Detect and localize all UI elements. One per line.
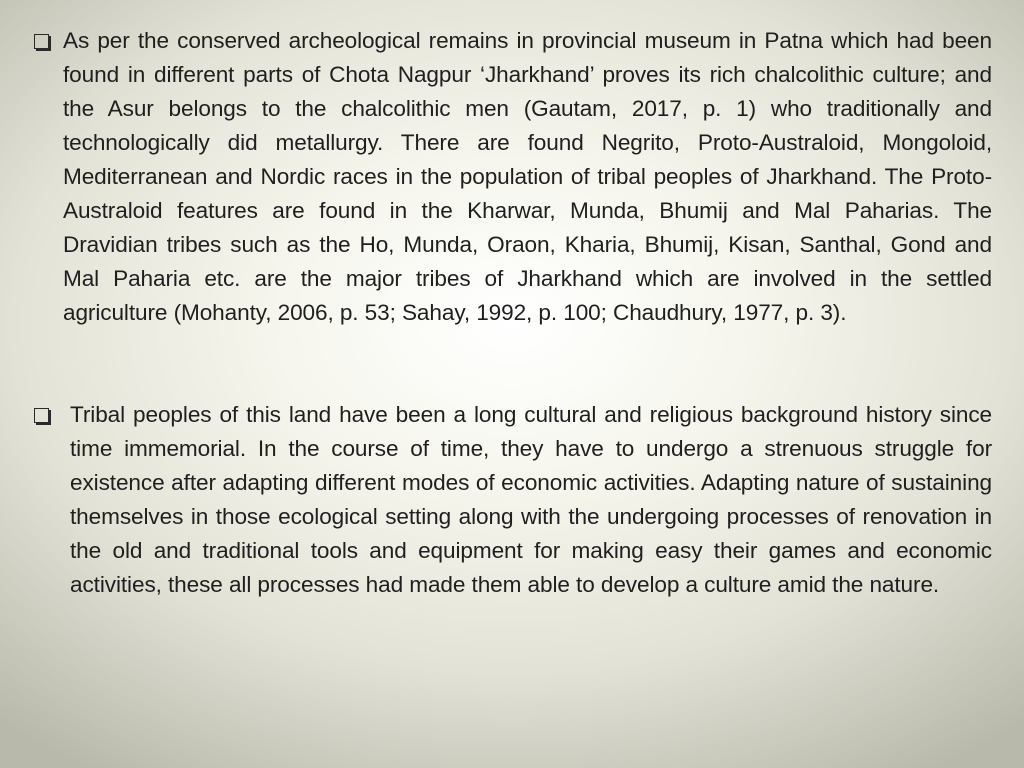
bullet-text-2: Tribal peoples of this land have been a long cultural and religious background history since time immemorial. In the course of time, they have to undergo a strenuous struggle for existence after adapting different modes of economic activities. Adapting nature of sustaining themselves in those ecological setting along with the undergoing processes of renovation in the old and traditional tools and equipment for making easy their games and economic activities, these all processes had made them able to develop a culture amid the nature. — [70, 402, 992, 597]
checkbox-bullet-icon — [34, 34, 49, 49]
bullet-item-1 — [34, 24, 992, 330]
checkbox-bullet-icon — [34, 408, 49, 423]
bullet-text-1: As per the conserved archeological remains in provincial museum in Patna which had been found in different parts of Chota Nagpur ‘Jharkhand’ proves its rich chalcolithic culture; and the Asur belongs to the chalcolithic men (Gautam, 2017, p. 1) who traditionally and technologically did metallurgy. There are found Negrito, Proto-Australoid, Mongoloid, Mediterranean and Nordic races in the population of tribal peoples of Jharkhand. The Proto-Australoid features are found in the Kharwar, Munda, Bhumij and Mal Paharias. The Dravidian tribes such as the Ho, Munda, Oraon, Kharia, Bhumij, Kisan, Santhal, Gond and Mal Paharia etc. are the major tribes of Jharkhand which are involved in the settled agriculture (Mohanty, 2006, p. 53; Sahay, 1992, p. 100; Chaudhury, 1977, p. 3). — [63, 28, 992, 325]
bullet-item-2 — [34, 398, 992, 602]
